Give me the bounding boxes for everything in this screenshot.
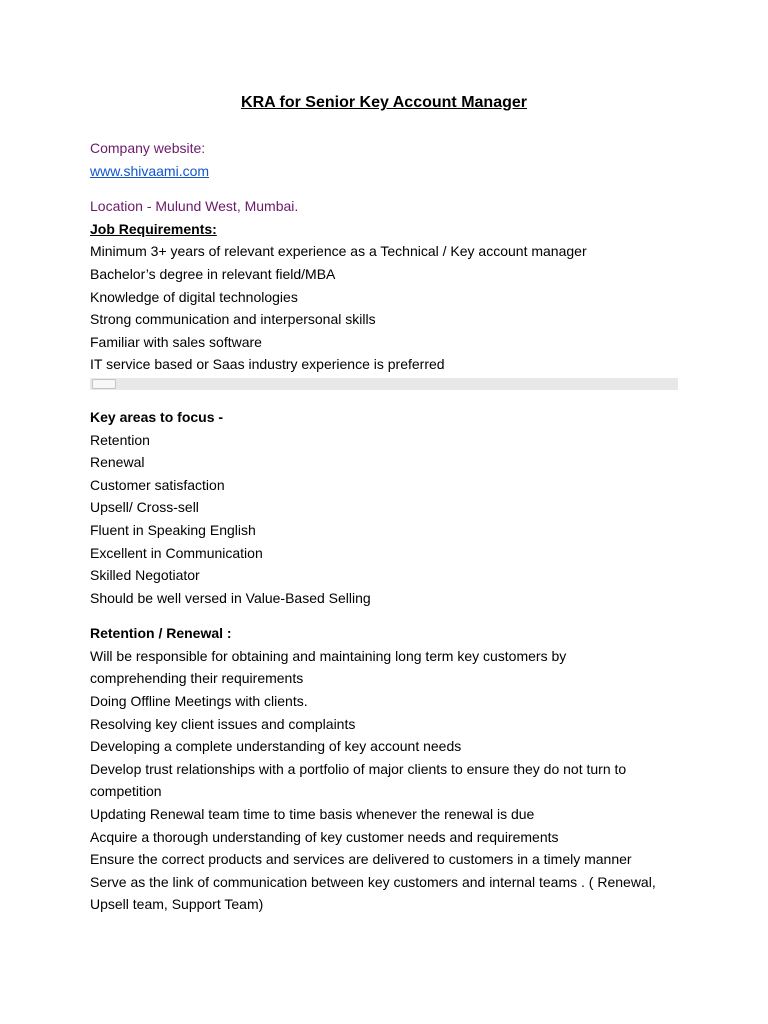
job-requirements-heading: Job Requirements: xyxy=(90,220,217,237)
spacer xyxy=(90,390,680,406)
retention-item: Develop trust relationships with a portfolio of major clients to ensure they do not turn to competition xyxy=(90,760,627,800)
spacer xyxy=(90,609,680,622)
retention-item: Doing Offline Meetings with clients. xyxy=(90,693,308,710)
key-area-item: Excellent in Communication xyxy=(90,544,263,561)
location-text: Location - Mulund West, Mumbai. xyxy=(90,198,299,215)
key-areas-heading: Key areas to focus - xyxy=(90,408,224,425)
retention-item: Acquire a thorough understanding of key customer needs and requirements xyxy=(90,828,559,845)
key-area-item: Skilled Negotiator xyxy=(90,567,200,584)
job-requirement-item: Bachelor’s degree in relevant field/MBA xyxy=(90,265,336,282)
job-requirement-item: Familiar with sales software xyxy=(90,333,262,350)
key-area-item: Fluent in Speaking English xyxy=(90,521,256,538)
key-area-item: Upsell/ Cross-sell xyxy=(90,499,199,516)
job-requirement-item: IT service based or Saas industry experience is preferred xyxy=(90,356,445,373)
document-body xyxy=(90,137,680,916)
key-area-item: Retention xyxy=(90,431,150,448)
retention-renewal-heading: Retention / Renewal : xyxy=(90,625,232,642)
job-requirement-item: Minimum 3+ years of relevant experience as a Technical / Key account manager xyxy=(90,243,587,260)
retention-item: Ensure the correct products and services are delivered to customers in a timely manner xyxy=(90,851,632,868)
job-requirement-item: Strong communication and interpersonal skills xyxy=(90,311,376,328)
scrollbar-thumb[interactable] xyxy=(92,379,116,389)
retention-item: Updating Renewal team time to time basis whenever the renewal is due xyxy=(90,806,535,823)
key-area-item: Customer satisfaction xyxy=(90,476,225,493)
key-area-item: Renewal xyxy=(90,454,145,471)
retention-item: Serve as the link of communication between key customers and internal teams . ( Renewal, Upsell team, Support Team) xyxy=(90,873,656,913)
job-requirement-item: Knowledge of digital technologies xyxy=(90,288,298,305)
retention-item: Will be responsible for obtaining and maintaining long term key customers by comprehending their requirements xyxy=(90,647,567,687)
key-area-item: Should be well versed in Value-Based Selling xyxy=(90,589,371,606)
company-website-label: Company website: xyxy=(90,140,206,156)
document-title: KRA for Senior Key Account Manager xyxy=(241,94,527,111)
retention-item: Resolving key client issues and complaints xyxy=(90,715,356,732)
retention-item: Developing a complete understanding of key account needs xyxy=(90,738,462,755)
company-website-link[interactable]: www.shivaami.com xyxy=(90,162,210,179)
spacer xyxy=(90,182,680,195)
horizontal-scrollbar[interactable] xyxy=(90,378,678,390)
